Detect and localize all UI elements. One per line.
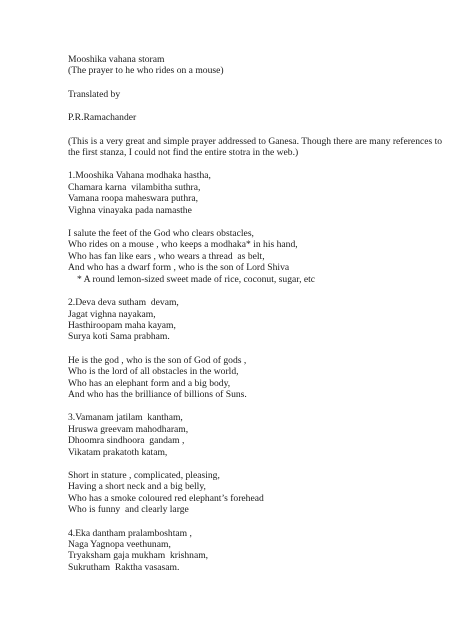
translation-line: Who has an elephant form and a big body, [68,377,231,389]
stanza-2-verse [68,297,448,343]
translated-by-label: Translated by [68,88,121,100]
footnote: * A round lemon-sized sweet made of rice, coconut, sugar, etc [77,273,316,285]
verse-line: 3.Vamanam jatilam kantham, [68,412,183,424]
verse-line: Naga Yagnopa veethunam, [68,539,171,550]
translation-line: Who is the lord of all obstacles in the world, [68,366,239,378]
stanza-3-translation [68,470,448,516]
verse-line: Vikatam prakatoth katam, [68,446,168,458]
verse-line: Tryaksham gaja mukham krishnam, [68,550,209,562]
verse-line: 1.Mooshika Vahana modhaka hastha, [68,170,211,182]
verse-line: Vighna vinayaka pada namasthe [68,204,192,216]
verse-line: Surya koti Sama prabham. [68,331,170,343]
verse-line: Hasthiroopam maha kayam, [68,319,176,331]
verse-line: Hruswa greevam mahodharam, [68,423,189,435]
verse-line: 2.Deva deva sutham devam, [68,297,179,309]
translation-line: Having a short neck and a big belly, [68,481,206,493]
stanza-1-translation [68,228,448,285]
title-line-2: (The prayer to he who rides on a mouse) [68,65,224,77]
verse-line: Sukrutham Raktha vasasam. [68,561,180,573]
translation-line: Who rides on a mouse , who keeps a modhaka* in his hand, [68,239,298,251]
translation-line: I salute the feet of the God who clears obstacles, [68,228,254,240]
translation-line: Who has fan like ears , who wears a thread as belt, [68,250,265,262]
title-block [68,54,448,77]
translation-line: He is the god , who is the son of God of gods , [68,354,247,366]
translator-block [68,112,448,123]
title-line-1: Mooshika vahana storam [68,54,165,65]
verse-line: 4.Eka dantham pralamboshtam , [68,527,192,539]
translation-line: Short in stature , complicated, pleasing, [68,469,220,481]
stanza-1-verse [68,170,448,216]
verse-line: Dhoomra sindhoora gandam , [68,435,185,447]
translation-line: And who has the brilliance of billions of Suns. [68,388,247,400]
translation-line: Who is funny and clearly large [68,504,189,516]
translated-by [68,89,448,100]
stanza-3-verse [68,412,448,458]
stanza-2-translation [68,355,448,401]
translation-line: And who has a dwarf form , who is the son of Lord Shiva [68,262,290,274]
verse-line: Chamara karna vilambitha suthra, [68,181,201,193]
verse-line: Jagat vighna nayakam, [68,308,156,320]
translation-line: Who has a smoke coloured red elephant’s forehead [68,492,264,504]
stanza-4-verse [68,528,448,574]
translator-name: P.R.Ramachander [68,112,137,124]
verse-line: Vamana roopa maheswara puthra, [68,193,198,205]
document-page [68,54,448,585]
intro-paragraph: (This is a very great and simple prayer addressed to Ganesa. Though there are many references to the first stanza, I could not find the entire stotra in the web.) [68,135,443,159]
